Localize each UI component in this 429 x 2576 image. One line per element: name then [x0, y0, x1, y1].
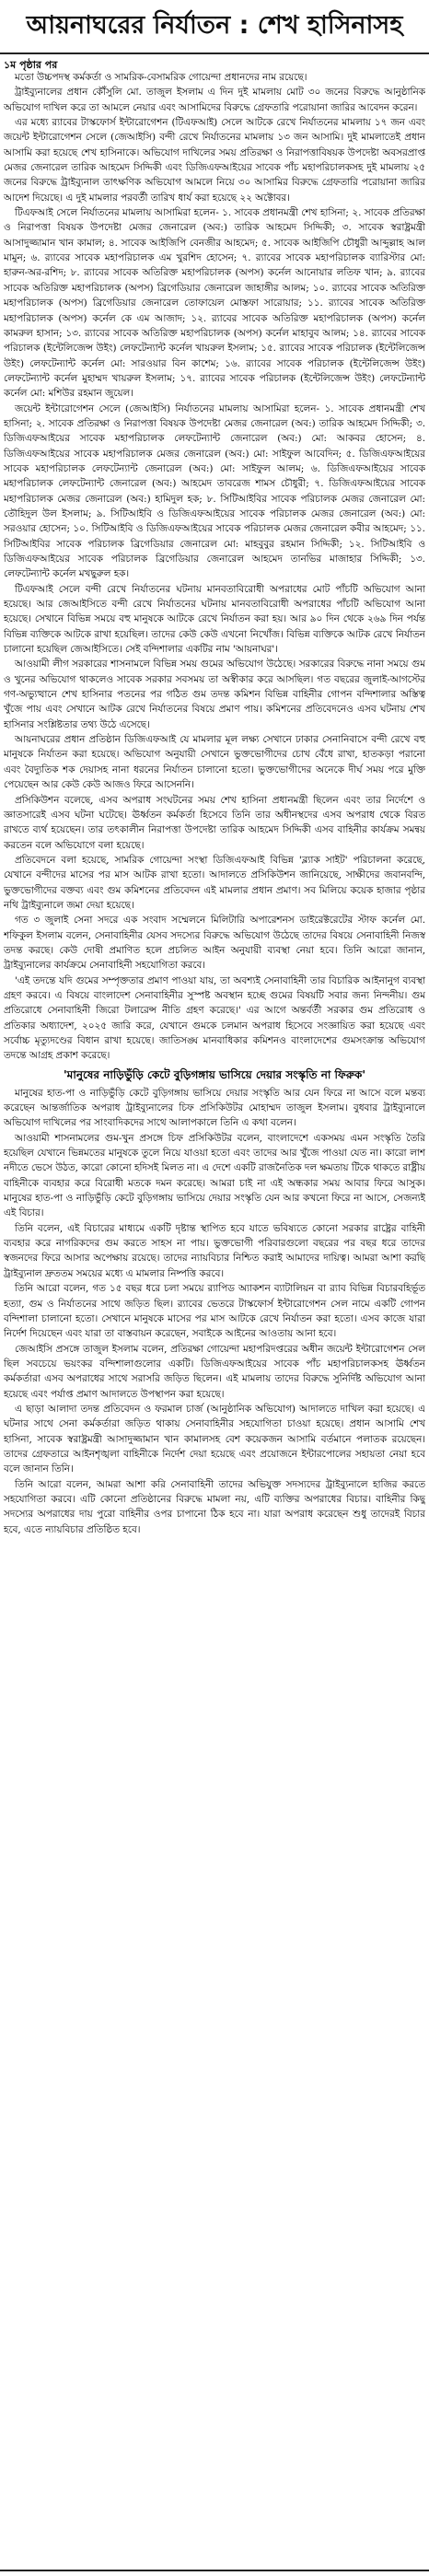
article-paragraph: প্রতিবেদনে বলা হয়েছে, সামরিক গোয়েন্দা সংস্থা ডিজিএফআই বিভিন্ন 'ব্ল্যাক সাইট' পরিচালনা করেছে, যেখানে বন্দীদের মাসের পর মাস আটক রাখা হতো। আদালতে প্রসিকিউশন জানিয়েছে, সাক্ষীদের জবানবন্দি, ভুক্তভোগীদের বক্তব্য এবং গুম কমিশনের প্রতিবেদন এই মামলার প্রধান প্রমাণ। সব মিলিয়ে কয়েক হাজার পৃষ্ঠার নথি ট্রাইব্যুনালে জমা দেয়া হয়েছে। [4, 854, 425, 911]
article-paragraph: ট্রাইব্যুনালের প্রধান কৌঁসুলি মো. তাজুল ইসলাম এ দিন দুই মামলায় মোট ৩০ জনের বিরুদ্ধে আনুষ্ঠানিক অভিযোগ দাখিল করে তা আমলে নেয়ার এবং আসামিদের বিরুদ্ধে গ্রেফতারি পরোয়ানা জারির আবেদন করেন। [4, 87, 425, 113]
article-paragraph: মতো উচ্চপদস্থ কর্মকর্তা ও সামরিক-বেসামরিক গোয়েন্দা প্রধানদের নাম রয়েছে। [15, 72, 307, 83]
article-body [4, 70, 425, 2569]
article-paragraph: 'এই তদন্তে যদি গুমের সম্পৃক্ততার প্রমাণ পাওয়া যায়, তা অবশ্যই সেনাবাহিনী তার বিচারিক আইনানুগ ব্যবস্থা গ্রহণ করবে। এ বিষয়ে বাংলাদেশ সেনাবাহিনীর সুস্পষ্ট অবস্থান হচ্ছে গুমের বিষয়টি সবার জন্য নিন্দনীয়। গুম প্রতিরোধে সেনাবাহিনী জিরো টলারেন্স নীতি গ্রহণ করেছে।' এর আগে অন্তর্বর্তী সরকার গুম প্রতিরোধ ও প্রতিকার অধ্যাদেশ, ২০২৫ জারি করে, যেখানে গুমকে চলমান অপরাধ হিসেবে সংজ্ঞায়িত করা হয়েছে এবং সর্বোচ্চ মৃত্যুদণ্ডের বিধান রাখা হয়েছে। জাতিসঙ্ঘ মানবাধিকার কমিশনও বাংলাদেশের গুমসংক্রান্ত অভিযোগ তদন্তে আগ্রহ প্রকাশ করেছে। [4, 974, 425, 1062]
article-paragraph: তিনি বলেন, এই বিচারের মাধ্যমে একটি দৃষ্টান্ত স্থাপিত হবে যাতে ভবিষ্যতে কোনো সরকার রাষ্ট্রের বাহিনী ব্যবহার করে নাগরিকদের গুম করতে সাহস না পায়। ভুক্তভোগী পরিবারগুলো বছরের পর বছর ধরে তাদের স্বজনদের ফিরে আসার অপেক্ষায় রয়েছে। তাদের ন্যায়বিচার নিশ্চিত করাই আমাদের দায়িত্ব। আমরা আশা করছি ট্রাইব্যুনাল দ্রুততম সময়ের মধ্যে এ মামলার নিষ্পত্তি করবে। [4, 1222, 425, 1279]
continued-from-label: ১ম পৃষ্ঠার পর [4, 59, 58, 71]
article-paragraph: তিনি আরো বলেন, গত ১৫ বছর ধরে চলা সময়ে র‍্যাপিড অ্যাকশন ব্যাটালিয়ন বা র‍্যাব বিভিন্ন বিচারবহির্ভূত হত্যা, গুম ও নির্যাতনের সাথে জড়িত ছিল। র‍্যাবের ভেতরে টাস্কফোর্স ইন্টারোগেশন সেল নামে একটি গোপন বন্দিশালা চালানো হতো। সেখানে মানুষকে মাসের পর মাস আটকে রেখে নির্যাতন করা হতো। এসব কাজে যারা নির্দেশ দিয়েছেন এবং যারা তা বাস্তবায়ন করেছেন, সবাইকে আইনের আওতায় আনা হবে। [4, 1283, 425, 1340]
footer-divider [0, 2570, 429, 2571]
article-subheading: 'মানুষের নাড়িভুঁড়ি কেটে বুড়িগঙ্গায় ভাসিয়ে দেয়ার সংস্কৃতি না ফিরুক' [64, 1067, 365, 1081]
headline-divider [0, 52, 429, 54]
article-paragraph: টিএফআই সেলে নির্যাতনের মামলায় আসামিরা হলেন- ১. সাবেক প্রধানমন্ত্রী শেখ হাসিনা; ২. সাবেক প্রতিরক্ষা ও নিরাপত্তা বিষয়ক উপদেষ্টা মেজর জেনারেল (অব:) তারিক আহমেদ সিদ্দিকী; ৩. সাবেক স্বরাষ্ট্রমন্ত্রী আসাদুজ্জামান খান কামাল; ৪. সাবেক আইজিপি বেনজীর আহমেদ; ৫. সাবেক আইজিপি চৌধুরী আব্দুল্লাহ আল মামুন; ৬. র‍্যাবের সাবেক মহাপরিচালক এম খুরশিদ হোসেন; ৭. র‍্যাবের সাবেক মহাপরিচালক ব্যারিস্টার মো: হারুন-অর-রশিদ; ৮. র‍্যাবের সাবেক অতিরিক্ত মহাপরিচালক (অপস) কর্নেল আনোয়ার লতিফ খান; ৯. র‍্যাবের সাবেক অতিরিক্ত মহাপরিচালক (অপস) ব্রিগেডিয়ার জেনারেল জাহাঙ্গীর আলম; ১০. র‍্যাবের সাবেক অতিরিক্ত মহাপরিচালক (অপস) ব্রিগেডিয়ার জেনারেল তোফায়েল মোস্তফা সারোয়ার; ১১. র‍্যাবের সাবেক অতিরিক্ত মহাপরিচালক (অপস) কর্নেল কে এম আজাদ; ১২. র‍্যাবের সাবেক অতিরিক্ত মহাপরিচালক (অপস) কর্নেল কামরুল হাসান; ১৩. র‍্যাবের সাবেক অতিরিক্ত মহাপরিচালক (অপস) কর্নেল মাহাবুব আলম; ১৪. র‍্যাবের সাবেক পরিচালক (ইন্টেলিজেন্স উইং) লেফটেন্যান্ট কর্নেল খায়রুল ইসলাম; ১৫. র‍্যাবের সাবেক পরিচালক (ইন্টেলিজেন্স উইং) লেফটেন্যান্ট কর্নেল মো: সারওয়ার বিন কাশেম; ১৬. র‍্যাবের সাবেক পরিচালক (ইন্টেলিজেন্স উইং) লেফটেন্যান্ট কর্নেল মুহাম্মদ খায়রুল ইসলাম; ১৭. র‍্যাবের সাবেক পরিচালক (ইন্টেলিজেন্স উইং) লেফটেন্যান্ট কর্নেল মো: মশিউর রহমান জুয়েল। [4, 207, 425, 400]
article-paragraph: গত ৩ জুলাই সেনা সদরে এক সংবাদ সম্মেলনে মিলিটারি অপারেশনস ডাইরেক্টরেটের স্টাফ কর্নেল মো. শফিকুল ইসলাম বলেন, সেনাবাহিনীর যেসব সদস্যের বিরুদ্ধে অভিযোগ উঠেছে তাদের বিষয়ে সেনাবাহিনী নিজস্ব তদন্ত করছে। কেউ দোষী প্রমাণিত হলে প্রচলিত আইন অনুযায়ী ব্যবস্থা নেয়া হবে। তিনি আরো জানান, ট্রাইব্যুনালের কার্যক্রমে সেনাবাহিনী সহযোগিতা করবে। [4, 915, 425, 972]
article-paragraph: জয়েন্ট ইন্টারোগেশন সেলে (জেআইসি) নির্যাতনের মামলায় আসামিরা হলেন- ১. সাবেক প্রধানমন্ত্রী শেখ হাসিনা; ২. সাবেক প্রতিরক্ষা ও নিরাপত্তা বিষয়ক উপদেষ্টা মেজর জেনারেল (অব:) তারিক আহমেদ সিদ্দিকী; ৩. ডিজিএফআইয়ের সাবেক মহাপরিচালক লেফটেন্যান্ট জেনারেল (অব:) মো: আকবর হোসেন; ৪. ডিজিএফআইয়ের সাবেক মহাপরিচালক মেজর জেনারেল (অব:) মো: সাইফুল আবেদিন; ৫. ডিজিএফআইয়ের সাবেক মহাপরিচালক লেফটেন্যান্ট জেনারেল (অব:) মো: সাইফুল আলম; ৬. ডিজিএফআইয়ের সাবেক মহাপরিচালক লেফটেন্যান্ট জেনারেল (অব:) আহমেদ তাবরেজ শামস চৌধুরী; ৭. ডিজিএফআইয়ের সাবেক মহাপরিচালক মেজর জেনারেল (অব:) হামিদুল হক; ৮. সিটিআইবির সাবেক পরিচালক মেজর জেনারেল মো: তৌহিদুল উল ইসলাম; ৯. সিটিআইবি ও ডিজিএফআইয়ের সাবেক পরিচালক মেজর জেনারেল (অব:) মো: সরওয়ার হোসেন; ১০. সিটিআইবি ও ডিজিএফআইয়ের সাবেক পরিচালক মেজর জেনারেল কবীর আহমেদ; ১১. সিটিআইবির সাবেক পরিচালক ব্রিগেডিয়ার জেনারেল মো: মাহবুবুর রহমান সিদ্দিকী; ১২. সিটিআইবি ও ডিজিএফআইয়ের সাবেক পরিচালক ব্রিগেডিয়ার জেনারেল আহমেদ তানভির মাজাহার সিদ্দিকী; ১৩. লেফটেন্যান্ট কর্নেল মখছুরুল হক। [4, 402, 425, 580]
article-headline: আয়নাঘরের নির্যাতন : শেখ হাসিনাসহ [26, 11, 403, 40]
article-paragraph: জেআইসি প্রসঙ্গে তাজুল ইসলাম বলেন, প্রতিরক্ষা গোয়েন্দা মহাপরিদপ্তরের অধীন জয়েন্ট ইন্টারোগেশন সেল ছিল সবচেয়ে ভয়ংকর বন্দিশালাগুলোর একটি। ডিজিএফআইয়ের সাবেক পাঁচ মহাপরিচালকসহ ঊর্ধ্বতন কর্মকর্তারা এসব অপরাধের সাথে সরাসরি জড়িত ছিলেন। এই মামলায় তাদের বিরুদ্ধে সুনির্দিষ্ট অভিযোগ আনা হয়েছে এবং পর্যাপ্ত প্রমাণ আদালতে উপস্থাপন করা হয়েছে। [4, 1343, 425, 1400]
article-paragraph: মানুষের হাত-পা ও নাড়িভুঁড়ি কেটে বুড়িগঙ্গায় ভাসিয়ে দেয়ার সংস্কৃতি আর যেন ফিরে না আসে বলে মন্তব্য করেছেন আন্তর্জাতিক অপরাধ ট্রাইব্যুনালের চিফ প্রসিকিউটর মোহাম্মদ তাজুল ইসলাম। বুধবার ট্রাইব্যুনালে অভিযোগ দাখিলের পর সাংবাদিকদের সাথে আলাপকালে তিনি এ কথা বলেন। [4, 1087, 425, 1129]
article-paragraph: আয়নাঘরের প্রধান প্রতিষ্ঠান ডিজিএফআই যে মামলার মূল লক্ষ্য সেখানে ঢাকার সেনানিবাসে বন্দী রেখে বহু মানুষকে নির্যাতন করা হয়েছে। অভিযোগ অনুযায়ী সেখানে ভুক্তভোগীদের চোখ বেঁধে রাখা, হাতকড়া পরানো এবং বৈদ্যুতিক শক দেয়াসহ নানা ধরনের নির্যাতন চালানো হতো। ভুক্তভোগীদের অনেকে দীর্ঘ সময় পরে মুক্তি পেয়েছেন আর কেউ কেউ আজও ফিরে আসেননি। [4, 734, 425, 791]
article-paragraph: আওয়ামী লীগ সরকারের শাসনামলে বিভিন্ন সময় গুমের অভিযোগ উঠেছে। সরকারের বিরুদ্ধে নানা সময়ে গুম ও খুনের অভিযোগ থাকলেও সাবেক সরকার সবসময় তা অস্বীকার করে আসছিল। গত বছরের জুলাই-আগস্টের গণ-অভ্যুত্থানে শেখ হাসিনার পতনের পর গঠিত গুম তদন্ত কমিশন বিভিন্ন বাহিনীর গোপন বন্দিশালার অস্তিত্ব খুঁজে পায় এবং সেখানে আটক রেখে নির্যাতনের বিষয়ে প্রমাণ পায়। কমিশনের প্রতিবেদনেও এসব ঘটনায় শেখ হাসিনার সংশ্লিষ্টতার তথ্য উঠে এসেছে। [4, 659, 425, 730]
article-paragraph: তিনি আরো বলেন, আমরা আশা করি সেনাবাহিনী তাদের অভিযুক্ত সদস্যদের ট্রাইব্যুনালে হাজির করতে সহযোগিতা করবে। এটি কোনো প্রতিষ্ঠানের বিরুদ্ধে মামলা নয়, এটি ব্যক্তির অপরাধের বিচার। বাহিনীর কিছু সদস্যের অপরাধের দায় পুরো বাহিনীর ওপর চাপানো ঠিক হবে না। যারা অপরাধ করেছেন শুধু তাদেরই বিচার হবে, এতে ন্যায়বিচার প্রতিষ্ঠিত হবে। [4, 1478, 425, 1535]
article-paragraph: এ ছাড়া আলাদা তদন্ত প্রতিবেদন ও ফরমাল চার্জ (আনুষ্ঠানিক অভিযোগ) আদালতে দাখিল করা হয়েছে। এ ঘটনার সাথে সেনা কর্মকর্তারা জড়িত থাকায় সেনাবাহিনীর সহযোগিতা চাওয়া হয়েছে। প্রধান আসামি শেখ হাসিনা, সাবেক স্বরাষ্ট্রমন্ত্রী আসাদুজ্জামান খান কামালসহ বেশ কয়েকজন আসামি বর্তমানে পলাতক রয়েছেন। তাদের গ্রেফতারে আইনশৃঙ্খলা বাহিনীকে নির্দেশ দেয়া হয়েছে এবং প্রয়োজনে ইন্টারপোলের সহায়তা নেয়া হবে বলে জানান তিনি। [4, 1403, 425, 1475]
article-paragraph: আওয়ামী শাসনামলের গুম-খুন প্রসঙ্গে চিফ প্রসিকিউটর বলেন, বাংলাদেশে একসময় এমন সংস্কৃতি তৈরি হয়েছিল যেখানে ভিন্নমতের মানুষকে তুলে নিয়ে যাওয়া হতো এবং তাদের আর খুঁজে পাওয়া যেত না। কারো লাশ নদীতে ভেসে উঠত, কারো কোনো হদিসই মিলত না। এ দেশে একটি রাজনৈতিক দল ক্ষমতায় টিকে থাকতে রাষ্ট্রীয় বাহিনীকে ব্যবহার করে বিরোধী মতকে দমন করেছে। আমরা চাই না এই অন্ধকার সময় আবার ফিরে আসুক। মানুষের হাত-পা ও নাড়িভুঁড়ি কেটে বুড়িগঙ্গায় ভাসিয়ে দেয়ার সংস্কৃতি যেন আর কখনো ফিরে না আসে, সেজন্যই এই বিচার। [4, 1132, 425, 1219]
article-paragraph: এর মধ্যে র‍্যাবের টাস্কফোর্স ইন্টারোগেশন (টিএফআই) সেলে আটকে রেখে নির্যাতনের মামলায় ১৭ জন এবং জয়েন্ট ইন্টারোগেশন সেলে (জেআইসি) বন্দী রেখে নির্যাতনের মামলায় ১৩ জন আসামি। দুই মামলাতেই প্রধান আসামি করা হয়েছে শেখ হাসিনাকে। অভিযোগ দাখিলের সময় প্রতিরক্ষা ও নিরাপত্তাবিষয়ক উপদেষ্টা অবসরপ্রাপ্ত মেজর জেনারেল তারিক আহমেদ সিদ্দিকী এবং ডিজিএফআইয়ের সাবেক পাঁচ মহাপরিচালকসহ দুই মামলায় ২৫ জনের বিরুদ্ধে ট্রাইব্যুনাল তাৎক্ষণিক অভিযোগ আমলে নিয়ে ৩০ আসামির বিরুদ্ধে গ্রেফতারি পরোয়ানা জারির আদেশ দিয়েছে। এ দুই মামলার পরবর্তী তারিখ ধার্য করা হয়েছে ২২ অক্টোবর। [4, 117, 425, 204]
headline-block [0, 0, 429, 53]
article-paragraph: প্রসিকিউশন বলেছে, এসব অপরাধ সংঘটনের সময় শেখ হাসিনা প্রধানমন্ত্রী ছিলেন এবং তার নির্দেশে ও জ্ঞাতসারেই এসব ঘটনা ঘটেছে। ঊর্ধ্বতন কর্মকর্তা হিসেবে তিনি তার অধীনস্থদের এসব অপরাধ থেকে বিরত রাখতে ব্যর্থ হয়েছেন। তার তৎকালীন নিরাপত্তা উপদেষ্টা তারিক আহমেদ সিদ্দিকী এসব বাহিনীর কার্যক্রম সমন্বয় করতেন বলে অভিযোগে বলা হয়েছে। [4, 794, 425, 851]
article-paragraph: টিএফআই সেলে বন্দী রেখে নির্যাতনের ঘটনায় মানবতাবিরোধী অপরাধের মোট পাঁচটি অভিযোগ আনা হয়েছে। আর জেআইসিতে বন্দী রেখে নির্যাতনের ঘটনায় মানবতাবিরোধী অপরাধের পাঁচটি অভিযোগ আনা হয়েছে। সেখানে বিভিন্ন সময়ে বহু মানুষকে আটকে রেখে নির্যাতন করা হয়। আর ৯০ দিন থেকে ২৬৯ দিন পর্যন্ত বিভিন্ন ব্যক্তিকে আটকে রাখা হয়েছিল। তাদের কেউ কেউ এখনো নিখোঁজ। বিভিন্ন ব্যক্তিকে আটক রেখে নির্যাতন চালানো হয়েছিল জেআইসিতে। সেই বন্দিশালার একটির নাম 'আয়নাঘর'। [4, 583, 425, 656]
